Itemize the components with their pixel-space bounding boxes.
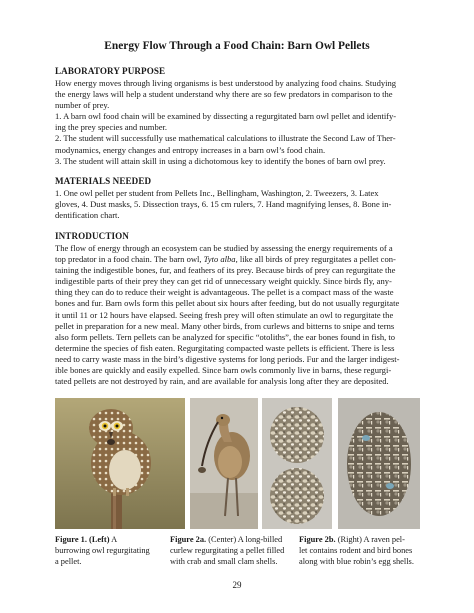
text-line: 1. A barn owl food chain will be examined by dissecting a regurgitated barn owl pellet and identify- (55, 111, 397, 122)
caption-line: let contains rodent and bird bones (299, 546, 413, 556)
text-line: 3. The student will attain skill in using a dichotomous key to identify the bones of barn owl prey. (55, 155, 386, 166)
text-segment: top predator in a food chain. The barn owl, (55, 254, 204, 265)
burrowing-owl-photo (55, 398, 185, 529)
text-line: the energy laws will help a student understand why there are so few predators in comparison to the (55, 89, 393, 100)
text-line: it until 11 or 12 hours have elapsed. Seeing fresh prey will often stimulate an owl to regurgitate the (55, 309, 394, 320)
text-line: modynamics, energy changes and entropy increases in a barn owl’s food chain. (55, 144, 326, 155)
text-line: indigestible parts of their prey they can get rid of unnecessary weight quickly. Since birds fly, any- (55, 276, 392, 287)
text-line: ing the prey species and number. (55, 122, 168, 133)
text-line: thing they can do to reduce their weight is advantageous. The pellet is a compact mass of the waste (55, 287, 394, 298)
caption-label: Figure 2a. (170, 535, 207, 544)
text-line: gloves, 4. Dust masks, 5. Dissection trays, 6. 15 cm rulers, 7. Hand magnifying lenses, 8. Bone in- (55, 199, 392, 210)
materials-heading: MATERIALS NEEDED (55, 176, 152, 186)
text-segment: , like all birds of prey regurgitates a pellet con- (235, 254, 396, 265)
text-line: determine the species of fish eaten. Regurgitating compacted waste pellets is efficient. There is less (55, 342, 395, 353)
figure-2a-caption (170, 534, 284, 568)
text-line: ible bones are quickly and easily expelled. Since barn owls commonly live in barns, these regurgi- (55, 365, 392, 376)
caption-label: Figure 1. (Left) (55, 535, 110, 544)
text-line: bones and fur. Barn owls form this pellet about six hours after feeding, but do not usually regurgitate (55, 298, 400, 309)
lab-purpose-text (55, 78, 427, 167)
caption-text: A (109, 535, 118, 544)
caption-line: along with blue robin’s egg shells. (299, 557, 414, 567)
page-title: Energy Flow Through a Food Chain: Barn Owl Pellets (104, 40, 370, 52)
text-line: 1. One owl pellet per student from Pellets Inc., Bellingham, Washington, 2. Tweezers, 3. Latex (55, 188, 379, 198)
caption-line: burrowing owl regurgitating (55, 546, 150, 556)
text-line: need to carry waste mass in the bird’s digestive systems for long periods. Fur and the larger indigest- (55, 353, 400, 364)
introduction-heading: INTRODUCTION (55, 231, 129, 241)
pellet-photo-1 (262, 398, 332, 529)
caption-line (170, 534, 284, 545)
caption-line: with crab and small clam shells. (170, 557, 278, 567)
caption-line: a pellet. (55, 557, 82, 567)
materials-text (55, 188, 427, 221)
text-line: taining the indigestible bones, fur, and feathers of its prey. Because birds of prey can regurgitate the (55, 265, 396, 276)
figure-1-caption (55, 534, 150, 568)
text-line: dentification chart. (55, 210, 120, 221)
figure-2b-caption (299, 534, 414, 568)
raven-pellet-photo (338, 398, 420, 529)
caption-line (55, 534, 150, 545)
caption-text: (Right) A raven pel- (335, 535, 405, 544)
page-number: 29 (232, 580, 242, 590)
introduction-text (55, 243, 427, 387)
caption-text: (Center) A long-billed (206, 535, 283, 544)
text-line: How energy moves through living organisms is best understood by analyzing food chains. Studying (55, 78, 397, 88)
lab-purpose-heading: LABORATORY PURPOSE (55, 66, 166, 76)
caption-line: curlew regurgitating a pellet filled (170, 546, 285, 556)
text-line: also form pellets. Tern pellets can be analyzed for specific “otoliths”, the ear bones found in fish, to (55, 331, 396, 342)
text-line: The flow of energy through an ecosystem can be studied by assessing the energy requirements of a (55, 243, 393, 253)
text-line: number of prey. (55, 100, 110, 111)
caption-label: Figure 2b. (299, 535, 336, 544)
curlew-photo (190, 398, 258, 529)
species-name: Tyto alba (203, 254, 236, 265)
text-line: tated pellets are not destroyed by rain, and are available for analysis long after they are deposited. (55, 376, 389, 387)
text-line (55, 254, 427, 265)
text-line: pellet in preparation for a new meal. Many other birds, from curlews and bitterns to snipe and terns (55, 320, 395, 331)
text-line: 2. The student will successfully use mathematical calculations to illustrate the Second Law of Ther- (55, 133, 396, 144)
caption-line (299, 534, 414, 545)
